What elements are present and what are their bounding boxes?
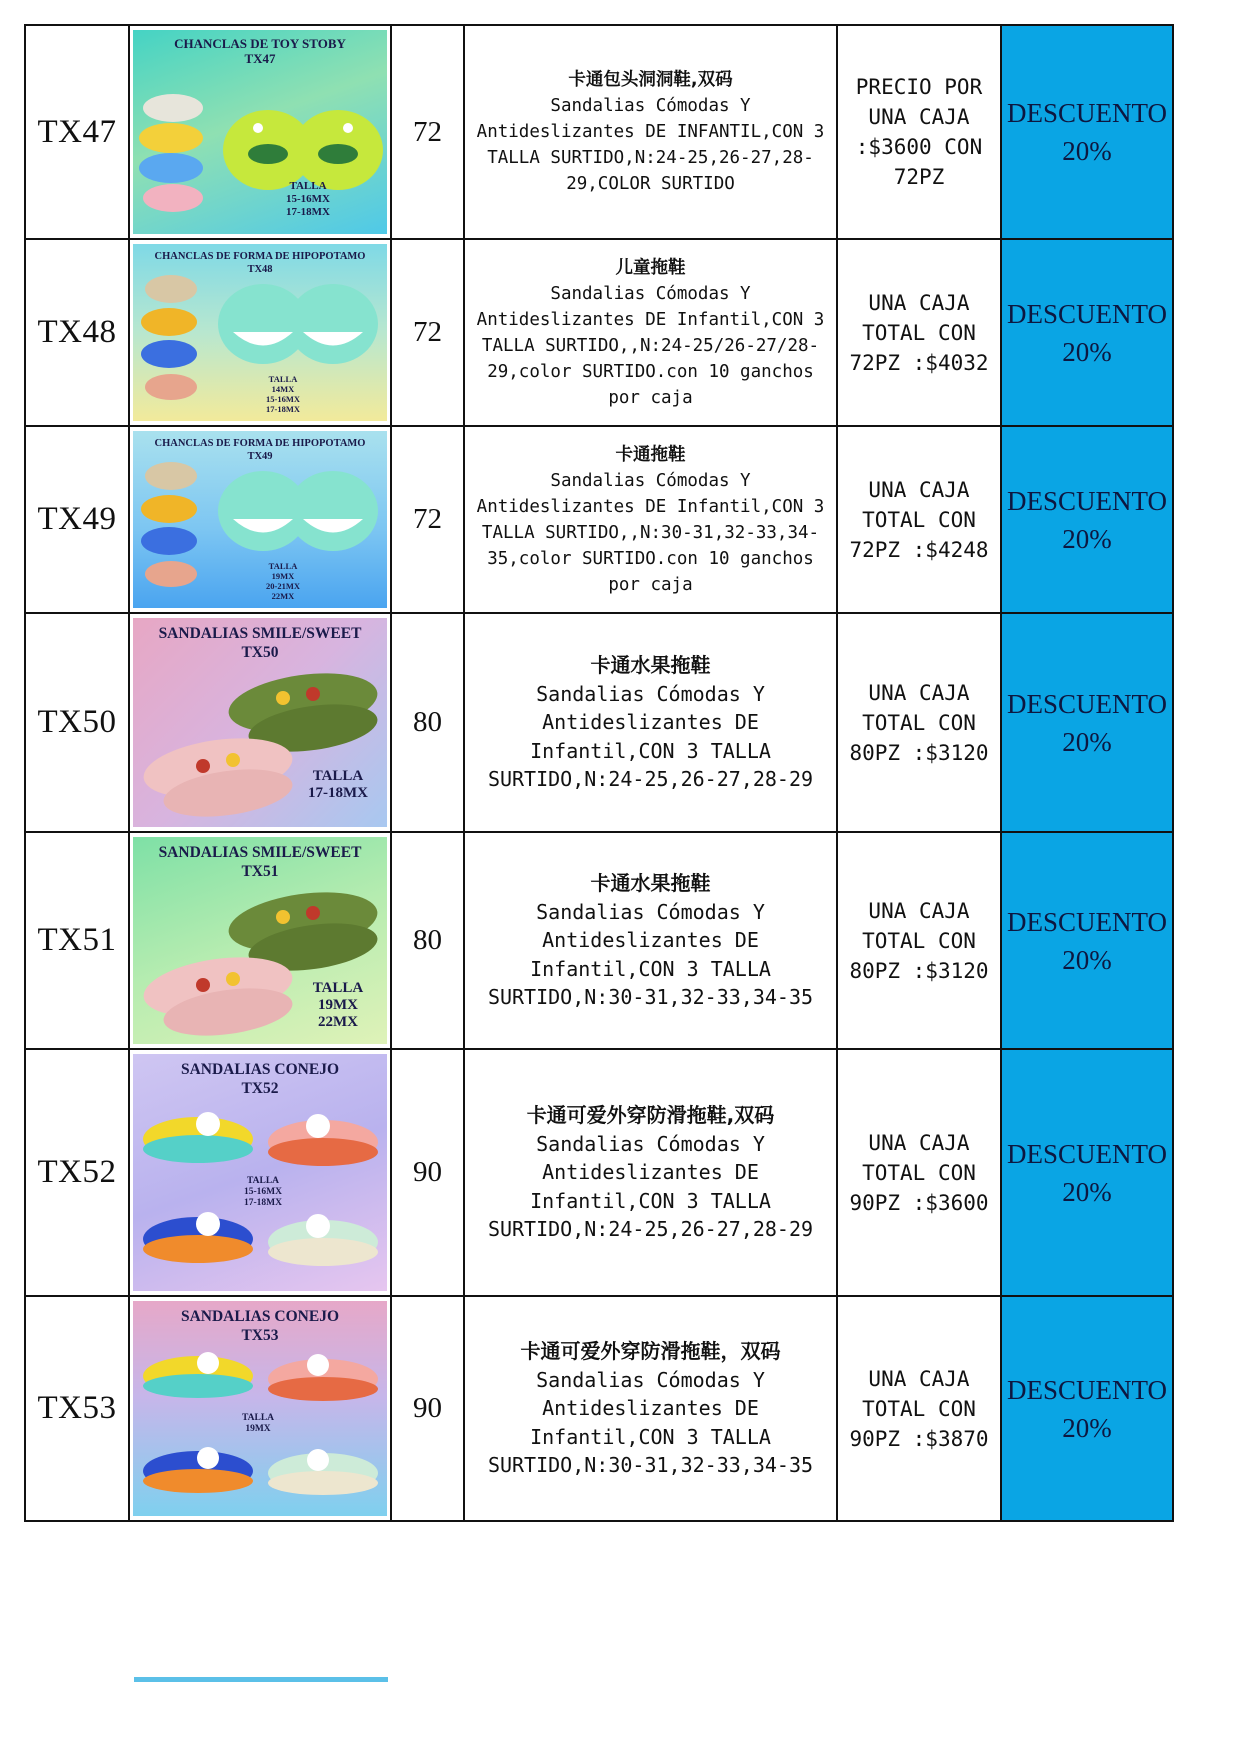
description xyxy=(464,832,837,1049)
product-code: TX52 xyxy=(25,1049,129,1296)
product-table xyxy=(24,24,1174,1522)
discount-badge: DESCUENTO 20% xyxy=(1001,426,1173,613)
description-spanish: Sandalias Cómodas Y Antideslizantes DE Infantil,CON 3 TALLA SURTIDO,N:30-31,32-33,34-35 xyxy=(487,1367,814,1478)
discount-badge: DESCUENTO 20% xyxy=(1001,613,1173,832)
table-row xyxy=(25,426,1173,613)
product-photo-cell xyxy=(129,1049,391,1296)
quantity: 72 xyxy=(391,426,464,613)
photo-size-label: TALLA 19MX 20-21MX 22MX xyxy=(266,561,300,601)
product-photo-cell xyxy=(129,239,391,426)
price: UNA CAJA TOTAL CON 90PZ :$3870 xyxy=(837,1296,1001,1521)
decorative-bar xyxy=(134,1677,388,1682)
photo-size-label: TALLA 14MX 15-16MX 17-18MX xyxy=(266,374,300,414)
product-photo-cell xyxy=(129,426,391,613)
description-chinese: 卡通包头洞洞鞋,双码 xyxy=(568,70,733,90)
product-photo-cell xyxy=(129,613,391,832)
photo-size-label: TALLA 15-16MX 17-18MX xyxy=(244,1176,282,1208)
quantity: 90 xyxy=(391,1049,464,1296)
product-photo-cell xyxy=(129,1296,391,1521)
product-code: TX48 xyxy=(25,239,129,426)
product-code: TX50 xyxy=(25,613,129,832)
description-chinese: 儿童拖鞋 xyxy=(615,257,686,278)
price: UNA CAJA TOTAL CON 80PZ :$3120 xyxy=(837,832,1001,1049)
quantity: 72 xyxy=(391,25,464,239)
table-row xyxy=(25,832,1173,1049)
photo-title: CHANCLAS DE FORMA DE HIPOPOTAMO TX49 xyxy=(154,438,366,462)
product-code: TX51 xyxy=(25,832,129,1049)
product-code: TX49 xyxy=(25,426,129,613)
product-photo xyxy=(133,618,387,827)
description-spanish: Sandalias Cómodas Y Antideslizantes DE Infantil,CON 3 TALLA SURTIDO,N:24-25,26-27,28-29 xyxy=(487,1131,814,1242)
description xyxy=(464,426,837,613)
photo-title: SANDALIAS CONEJO TX53 xyxy=(180,1308,340,1344)
table-row xyxy=(25,613,1173,832)
photo-title: SANDALIAS CONEJO TX52 xyxy=(180,1061,340,1097)
description-spanish: Sandalias Cómodas Y Antideslizantes DE INFANTIL,CON 3 TALLA SURTIDO,N:24-25,26-27,28- 29,COLOR SURTIDO xyxy=(476,96,825,194)
product-photo-cell xyxy=(129,25,391,239)
description xyxy=(464,613,837,832)
product-photo xyxy=(133,1301,387,1516)
product-photo-cell xyxy=(129,832,391,1049)
product-code: TX53 xyxy=(25,1296,129,1521)
description-chinese: 卡通可爱外穿防滑拖鞋，双码 xyxy=(520,1339,781,1364)
product-code: TX47 xyxy=(25,25,129,239)
product-photo xyxy=(133,244,387,421)
price: UNA CAJA TOTAL CON 72PZ :$4248 xyxy=(837,426,1001,613)
discount-badge: DESCUENTO 20% xyxy=(1001,25,1173,239)
description-chinese: 卡通拖鞋 xyxy=(615,444,686,465)
quantity: 72 xyxy=(391,239,464,426)
photo-title: CHANCLAS DE TOY STOBY TX47 xyxy=(174,36,346,66)
photo-title: SANDALIAS SMILE/SWEET TX51 xyxy=(158,844,362,880)
table-row xyxy=(25,1296,1173,1521)
description xyxy=(464,1296,837,1521)
description-spanish: Sandalias Cómodas Y Antideslizantes DE Infantil,CON 3 TALLA SURTIDO,,N:24-25/26-27/28- 29,color SURTIDO.con 10 ganchos por caja xyxy=(476,283,825,408)
description xyxy=(464,25,837,239)
table-row xyxy=(25,239,1173,426)
description-spanish: Sandalias Cómodas Y Antideslizantes DE Infantil,CON 3 TALLA SURTIDO,N:30-31,32-33,34-35 xyxy=(487,899,814,1010)
photo-size-label: TALLA 19MX 22MX xyxy=(312,980,364,1030)
table-row xyxy=(25,1049,1173,1296)
photo-size-label: TALLA 17-18MX xyxy=(308,768,368,801)
discount-badge: DESCUENTO 20% xyxy=(1001,832,1173,1049)
discount-badge: DESCUENTO 20% xyxy=(1001,1049,1173,1296)
description-chinese: 卡通水果拖鞋 xyxy=(590,653,711,678)
price: UNA CAJA TOTAL CON 80PZ :$3120 xyxy=(837,613,1001,832)
photo-size-label: TALLA 19MX xyxy=(241,1413,275,1434)
description xyxy=(464,239,837,426)
photo-title: CHANCLAS DE FORMA DE HIPOPOTAMO TX48 xyxy=(154,251,366,275)
product-photo xyxy=(133,30,387,234)
quantity: 80 xyxy=(391,613,464,832)
description-spanish: Sandalias Cómodas Y Antideslizantes DE Infantil,CON 3 TALLA SURTIDO,,N:30-31,32-33,34- 35,color SURTIDO.con 10 ganchos por caja xyxy=(476,470,825,595)
discount-badge: DESCUENTO 20% xyxy=(1001,1296,1173,1521)
price: UNA CAJA TOTAL CON 72PZ :$4032 xyxy=(837,239,1001,426)
quantity: 90 xyxy=(391,1296,464,1521)
description xyxy=(464,1049,837,1296)
quantity: 80 xyxy=(391,832,464,1049)
description-chinese: 卡通水果拖鞋 xyxy=(590,871,711,896)
product-photo xyxy=(133,1054,387,1291)
discount-badge: DESCUENTO 20% xyxy=(1001,239,1173,426)
price: UNA CAJA TOTAL CON 90PZ :$3600 xyxy=(837,1049,1001,1296)
price: PRECIO POR UNA CAJA :$3600 CON 72PZ xyxy=(837,25,1001,239)
product-photo xyxy=(133,431,387,608)
description-spanish: Sandalias Cómodas Y Antideslizantes DE Infantil,CON 3 TALLA SURTIDO,N:24-25,26-27,28-29 xyxy=(487,681,814,792)
product-photo xyxy=(133,837,387,1044)
photo-title: SANDALIAS SMILE/SWEET TX50 xyxy=(158,625,362,661)
photo-size-label: TALLA 15-16MX 17-18MX xyxy=(286,180,330,218)
table-row xyxy=(25,25,1173,239)
description-chinese: 卡通可爱外穿防滑拖鞋,双码 xyxy=(526,1103,775,1128)
